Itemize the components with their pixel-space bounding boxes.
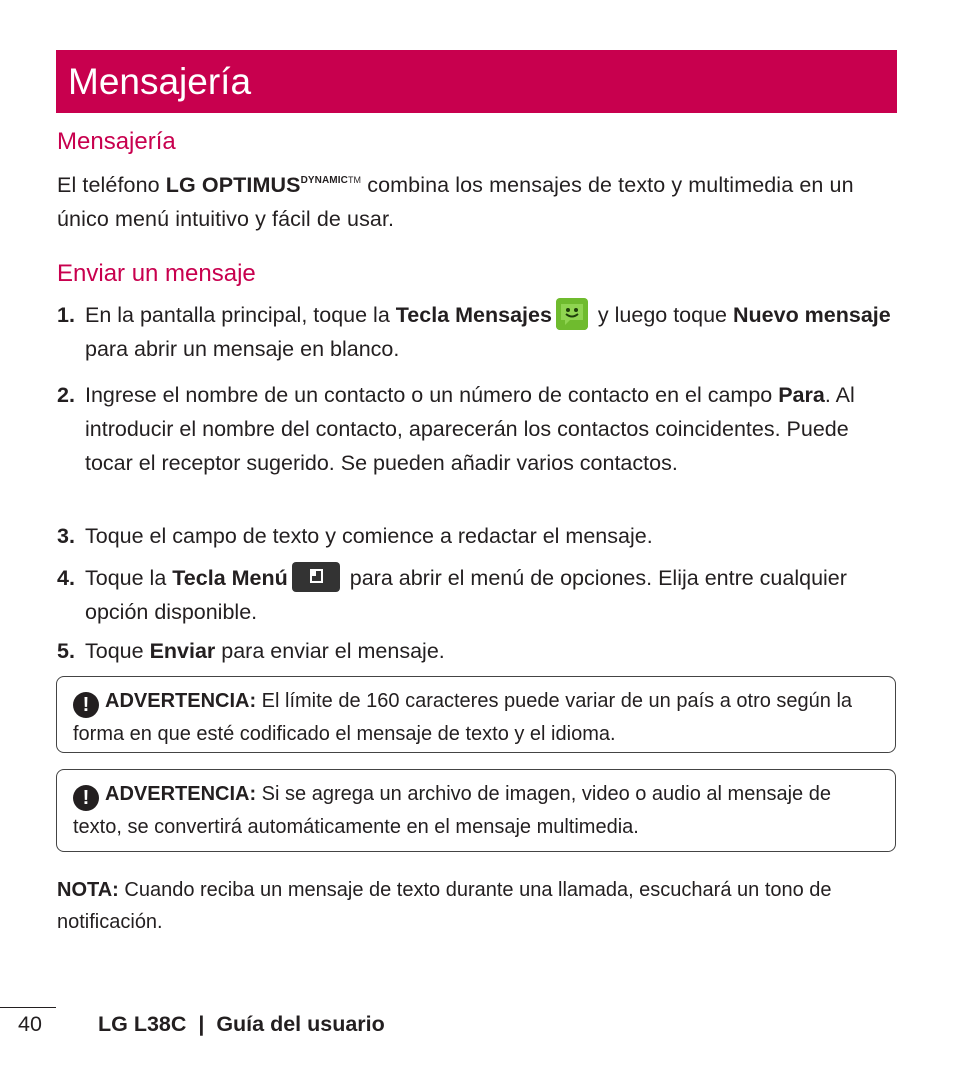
footer-title: LG L38C | Guía del usuario — [98, 1012, 385, 1036]
warning-text: Si se agrega un archivo de imagen, video o audio al mensaje de texto, se convertirá automáticamente en el mensaje multimedia. — [73, 783, 831, 838]
intro-paragraph — [57, 168, 897, 236]
step-bold-term: Para — [778, 383, 825, 407]
step-text-part: Ingrese el nombre de un contacto o un número de contacto en el campo — [85, 383, 779, 407]
step-text: Toque el campo de texto y comience a redactar el mensaje. — [85, 524, 653, 548]
warning-label: ADVERTENCIA: — [105, 783, 257, 805]
step-text-part: Toque — [85, 639, 150, 663]
step-3 — [57, 519, 897, 553]
step-bold-term: Enviar — [149, 639, 216, 663]
step-number: 2. — [57, 383, 75, 407]
exclamation-icon: ! — [73, 692, 99, 718]
step-text-part: y luego toque — [591, 303, 733, 327]
step-number: 4. — [57, 566, 75, 590]
step-number: 5. — [57, 639, 75, 663]
section-heading-messaging: Mensajería — [57, 128, 176, 155]
step-text-part: para enviar el mensaje. — [215, 639, 445, 663]
step-number: 1. — [57, 303, 75, 327]
step-text — [85, 378, 897, 480]
note-text: Cuando reciba un mensaje de texto durante una llamada, escuchará un tono de notificación. — [57, 879, 832, 933]
footer-divider — [0, 1007, 56, 1008]
note-paragraph — [57, 874, 897, 938]
intro-text-b: combina los mensajes de texto y multimedia en un único menú intuitivo y fácil de usar. — [57, 173, 854, 231]
step-text — [85, 634, 897, 668]
page-footer — [18, 1012, 385, 1037]
menu-key-icon — [292, 562, 340, 592]
step-number: 3. — [57, 524, 75, 548]
step-bold-term: Tecla Mensajes — [395, 303, 552, 327]
intro-text-a: El teléfono — [57, 173, 166, 197]
step-text-part: . Al introducir el nombre del contacto, aparecerán los contactos coincidentes. Puede tocar el receptor sugerido. Se pueden añadir varios contactos. — [85, 383, 855, 475]
page-banner — [56, 50, 897, 113]
step-5 — [57, 634, 897, 668]
step-bold-term: Tecla Menú — [172, 566, 288, 590]
step-bold-term: Nuevo mensaje — [733, 303, 891, 327]
trademark-mark: TM — [347, 175, 362, 185]
brand-superscript: DYNAMIC — [300, 175, 348, 186]
step-text-part: En la pantalla principal, toque la — [85, 303, 396, 327]
page-number: 40 — [18, 1012, 42, 1036]
step-text — [85, 298, 897, 366]
section-heading-send-message: Enviar un mensaje — [57, 260, 256, 287]
brand-name: LG OPTIMUS — [165, 173, 301, 197]
exclamation-icon: ! — [73, 785, 99, 811]
warning-label: ADVERTENCIA: — [105, 690, 257, 712]
step-1 — [57, 298, 897, 366]
note-label: NOTA: — [57, 879, 119, 901]
warning-box-multimedia — [56, 769, 896, 852]
step-text-part: para abrir el menú de opciones. Elija entre cualquier opción disponible. — [85, 566, 847, 624]
warning-text: El límite de 160 caracteres puede variar de un país a otro según la forma en que esté codificado el mensaje de texto y el idioma. — [73, 690, 853, 745]
step-4 — [57, 561, 897, 629]
page-title: Mensajería — [68, 61, 252, 102]
step-2 — [57, 378, 897, 480]
step-text-part: para abrir un mensaje en blanco. — [85, 337, 400, 362]
warning-box-character-limit — [56, 676, 896, 753]
step-text — [85, 561, 897, 629]
messaging-app-icon — [556, 298, 588, 330]
step-text-part: Toque la — [85, 566, 173, 590]
